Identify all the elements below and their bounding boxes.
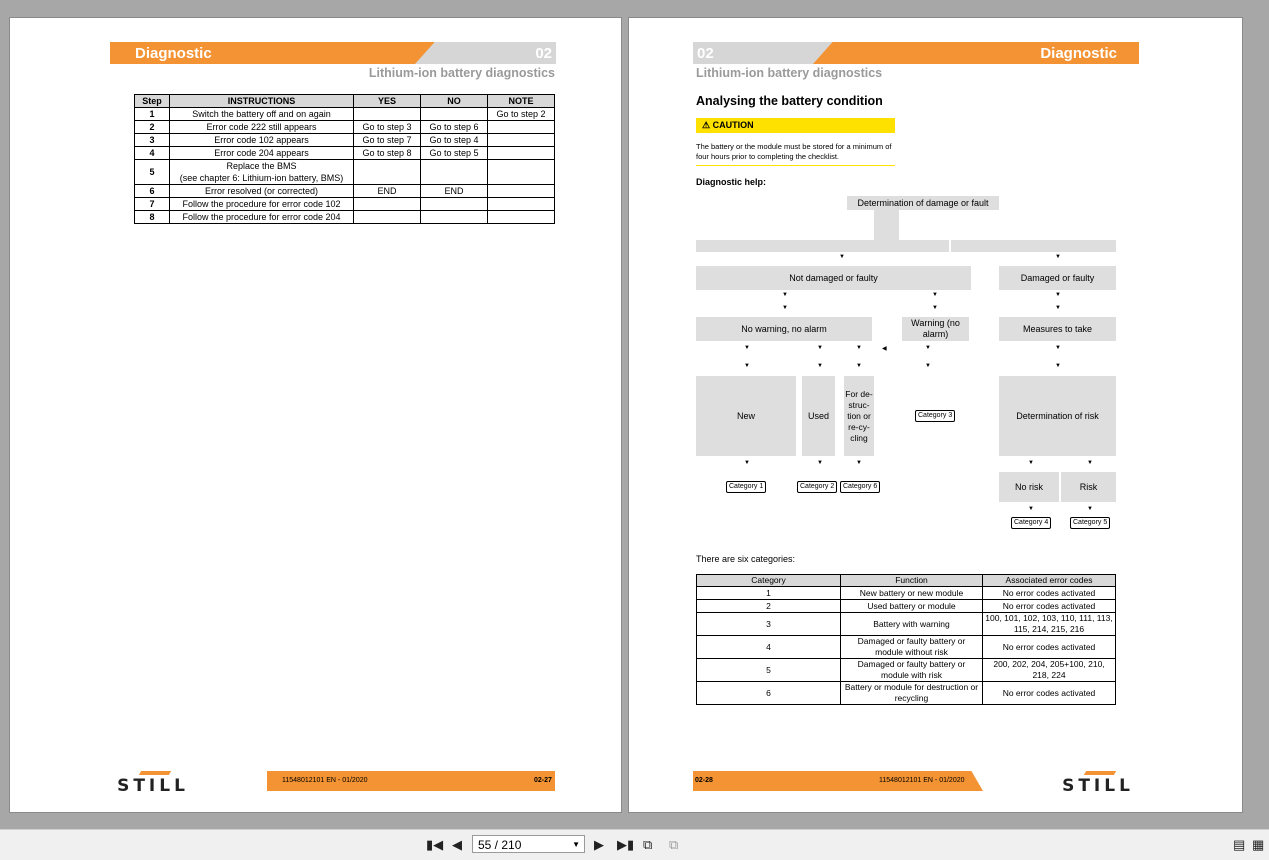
arrow-down-icon: ▼ bbox=[1028, 506, 1034, 512]
table-cell bbox=[488, 185, 555, 198]
flow-risk-box: Risk bbox=[1061, 472, 1116, 502]
chevron-down-icon: ▼ bbox=[572, 840, 580, 849]
table-cell: 6 bbox=[135, 185, 170, 198]
arrow-down-icon: ▼ bbox=[1055, 292, 1061, 298]
table-cell: Damaged or faulty battery or module without risk bbox=[841, 636, 983, 659]
table-cell: 1 bbox=[135, 108, 170, 121]
left-header bbox=[110, 42, 556, 64]
table-cell: 2 bbox=[697, 600, 841, 613]
header-subtitle: Lithium-ion battery diagnostics bbox=[368, 66, 555, 80]
arrow-down-icon: ▼ bbox=[932, 305, 938, 311]
arrow-down-icon: ▼ bbox=[744, 363, 750, 369]
arrow-down-icon: ▼ bbox=[744, 345, 750, 351]
flow-no-risk-box: No risk bbox=[999, 472, 1059, 502]
col-header: Category bbox=[697, 575, 841, 587]
arrow-down-icon: ▼ bbox=[1055, 305, 1061, 311]
header-title: Diagnostic bbox=[1040, 45, 1117, 62]
table-row bbox=[697, 659, 1116, 682]
last-page-icon[interactable]: ▶▮ bbox=[617, 837, 635, 852]
category-2-tag: Category 2 bbox=[797, 481, 837, 493]
table-cell bbox=[354, 160, 421, 185]
arrow-down-icon: ▼ bbox=[839, 254, 845, 260]
logo-stripe bbox=[1084, 771, 1116, 775]
logo-text: STILL bbox=[117, 776, 189, 796]
table-cell bbox=[488, 198, 555, 211]
category-6-tag: Category 6 bbox=[840, 481, 880, 493]
table-cell: 5 bbox=[135, 160, 170, 185]
arrow-down-icon: ▼ bbox=[817, 363, 823, 369]
diagnostic-help-label: Diagnostic help: bbox=[696, 177, 767, 187]
table-header-row bbox=[697, 575, 1116, 587]
caution-text: The battery or the module must be stored for a minimum of four hours prior to completing the checklist. bbox=[696, 142, 892, 161]
table-row bbox=[135, 185, 555, 198]
viewer-toolbar bbox=[0, 829, 1269, 860]
category-5-tag: Category 5 bbox=[1070, 517, 1110, 529]
table-cell: 3 bbox=[135, 134, 170, 147]
flow-connector bbox=[874, 210, 899, 240]
category-3-tag: Category 3 bbox=[915, 410, 955, 422]
arrow-down-icon: ▼ bbox=[1028, 460, 1034, 466]
arrow-down-icon: ▼ bbox=[932, 292, 938, 298]
col-header: NO bbox=[421, 95, 488, 108]
table-cell: No error codes activated bbox=[983, 682, 1116, 705]
flow-root-box: Determination of damage or fault bbox=[847, 196, 999, 210]
arrow-down-icon: ▼ bbox=[856, 460, 862, 466]
arrow-down-icon: ▼ bbox=[856, 345, 862, 351]
table-cell: Go to step 3 bbox=[354, 121, 421, 134]
section-heading: Analysing the battery condition bbox=[696, 94, 883, 108]
steps-table bbox=[134, 94, 555, 224]
single-page-view-icon[interactable]: ▤ bbox=[1233, 837, 1246, 852]
table-row bbox=[135, 198, 555, 211]
table-cell: Switch the battery off and on again bbox=[170, 108, 354, 121]
table-cell: Follow the procedure for error code 102 bbox=[170, 198, 354, 211]
caution-divider bbox=[696, 165, 895, 166]
table-row bbox=[135, 147, 555, 160]
logo-stripe bbox=[139, 771, 171, 775]
footer-doc-number: 11548012101 EN - 01/2020 bbox=[282, 777, 368, 784]
table-row bbox=[697, 600, 1116, 613]
table-cell: Battery or module for destruction or recycling bbox=[841, 682, 983, 705]
go-forward-icon[interactable]: ⧉ bbox=[669, 837, 679, 852]
table-cell bbox=[488, 121, 555, 134]
col-header: Step bbox=[135, 95, 170, 108]
flow-new-box: New bbox=[696, 376, 796, 456]
category-4-tag: Category 4 bbox=[1011, 517, 1051, 529]
right-page bbox=[628, 17, 1243, 813]
previous-page-icon[interactable]: ◀ bbox=[452, 837, 462, 852]
table-cell: 8 bbox=[135, 211, 170, 224]
table-row bbox=[135, 211, 555, 224]
table-cell bbox=[488, 134, 555, 147]
table-cell: Go to step 8 bbox=[354, 147, 421, 160]
table-cell: 4 bbox=[135, 147, 170, 160]
still-logo bbox=[110, 771, 196, 797]
table-cell: Error code 204 appears bbox=[170, 147, 354, 160]
arrow-down-icon: ▼ bbox=[925, 363, 931, 369]
table-cell: END bbox=[354, 185, 421, 198]
table-cell: No error codes activated bbox=[983, 636, 1116, 659]
logo-text: STILL bbox=[1062, 776, 1134, 796]
table-cell: Go to step 2 bbox=[488, 108, 555, 121]
page-display: 55 / 210 bbox=[478, 838, 522, 852]
table-cell bbox=[421, 198, 488, 211]
arrow-left-icon: ◀ bbox=[882, 346, 887, 352]
table-cell: No error codes activated bbox=[983, 587, 1116, 600]
header-title: Diagnostic bbox=[135, 45, 212, 62]
arrow-down-icon: ▼ bbox=[1055, 345, 1061, 351]
table-cell bbox=[421, 108, 488, 121]
table-row bbox=[135, 121, 555, 134]
table-cell: Battery with warning bbox=[841, 613, 983, 636]
table-cell: Replace the BMS (see chapter 6: Lithium-ion battery, BMS) bbox=[170, 160, 354, 185]
col-header: Function bbox=[841, 575, 983, 587]
header-chapter-number: 02 bbox=[535, 45, 552, 62]
table-cell: Error code 102 appears bbox=[170, 134, 354, 147]
arrow-down-icon: ▼ bbox=[817, 460, 823, 466]
table-row bbox=[135, 108, 555, 121]
table-row bbox=[697, 636, 1116, 659]
table-cell: Used battery or module bbox=[841, 600, 983, 613]
table-cell bbox=[488, 211, 555, 224]
table-cell: No error codes activated bbox=[983, 600, 1116, 613]
caution-box bbox=[696, 118, 895, 133]
table-cell bbox=[354, 108, 421, 121]
header-chapter-number: 02 bbox=[697, 45, 714, 62]
col-header: NOTE bbox=[488, 95, 555, 108]
flow-no-warning-box: No warning, no alarm bbox=[696, 317, 872, 341]
flow-connector bbox=[696, 240, 949, 252]
flow-connector bbox=[951, 240, 1116, 252]
page-select[interactable] bbox=[472, 835, 585, 853]
table-cell: END bbox=[421, 185, 488, 198]
right-header bbox=[693, 42, 1139, 64]
flow-destruction-box: For de-struc-tion or re-cy-cling bbox=[844, 376, 874, 456]
table-cell: 5 bbox=[697, 659, 841, 682]
table-cell: Damaged or faulty battery or module with risk bbox=[841, 659, 983, 682]
warning-triangle-icon: ⚠ bbox=[702, 120, 711, 130]
table-cell: 3 bbox=[697, 613, 841, 636]
table-header-row bbox=[135, 95, 555, 108]
footer-page-number: 02-28 bbox=[695, 777, 713, 784]
col-header: INSTRUCTIONS bbox=[170, 95, 354, 108]
flow-not-damaged-box: Not damaged or faulty bbox=[696, 266, 971, 290]
two-page-view-icon[interactable]: ▦ bbox=[1252, 837, 1265, 852]
caution-label: CAUTION bbox=[712, 120, 754, 130]
table-cell: Follow the procedure for error code 204 bbox=[170, 211, 354, 224]
flow-measures-box: Measures to take bbox=[999, 317, 1116, 341]
table-cell: New battery or new module bbox=[841, 587, 983, 600]
first-page-icon[interactable]: ▮◀ bbox=[426, 837, 444, 852]
table-cell: 1 bbox=[697, 587, 841, 600]
flow-used-box: Used bbox=[802, 376, 835, 456]
table-row bbox=[697, 682, 1116, 705]
go-back-icon[interactable]: ⧉ bbox=[643, 837, 653, 852]
next-page-icon[interactable]: ▶ bbox=[594, 837, 604, 852]
categories-table bbox=[696, 574, 1116, 705]
table-cell bbox=[488, 160, 555, 185]
table-row bbox=[697, 613, 1116, 636]
table-cell: Go to step 4 bbox=[421, 134, 488, 147]
table-cell: 100, 101, 102, 103, 110, 111, 113, 115, 214, 215, 216 bbox=[983, 613, 1116, 636]
flow-damaged-box: Damaged or faulty bbox=[999, 266, 1116, 290]
col-header: Associated error codes bbox=[983, 575, 1116, 587]
arrow-down-icon: ▼ bbox=[925, 345, 931, 351]
table-cell bbox=[421, 211, 488, 224]
footer-doc-number: 11548012101 EN - 01/2020 bbox=[879, 777, 965, 784]
table-row bbox=[697, 587, 1116, 600]
arrow-down-icon: ▼ bbox=[1055, 254, 1061, 260]
table-cell: 7 bbox=[135, 198, 170, 211]
table-cell bbox=[421, 160, 488, 185]
table-cell: 200, 202, 204, 205+100, 210, 218, 224 bbox=[983, 659, 1116, 682]
arrow-down-icon: ▼ bbox=[782, 292, 788, 298]
flow-risk-determination-box: Determination of risk bbox=[999, 376, 1116, 456]
table-cell: 4 bbox=[697, 636, 841, 659]
flow-warning-box: Warning (no alarm) bbox=[902, 317, 969, 341]
table-cell: Error code 222 still appears bbox=[170, 121, 354, 134]
category-1-tag: Category 1 bbox=[726, 481, 766, 493]
categories-intro: There are six categories: bbox=[696, 554, 796, 564]
table-cell: Go to step 6 bbox=[421, 121, 488, 134]
arrow-down-icon: ▼ bbox=[817, 345, 823, 351]
arrow-down-icon: ▼ bbox=[744, 460, 750, 466]
arrow-down-icon: ▼ bbox=[856, 363, 862, 369]
table-cell: Go to step 7 bbox=[354, 134, 421, 147]
arrow-down-icon: ▼ bbox=[782, 305, 788, 311]
still-logo bbox=[1055, 771, 1141, 797]
table-cell: Go to step 5 bbox=[421, 147, 488, 160]
arrow-down-icon: ▼ bbox=[1087, 460, 1093, 466]
table-row bbox=[135, 160, 555, 185]
header-grey-band bbox=[693, 42, 833, 64]
table-cell bbox=[354, 211, 421, 224]
header-subtitle: Lithium-ion battery diagnostics bbox=[696, 66, 883, 80]
table-cell bbox=[354, 198, 421, 211]
table-row bbox=[135, 134, 555, 147]
arrow-down-icon: ▼ bbox=[1087, 506, 1093, 512]
footer-page-number: 02-27 bbox=[534, 777, 552, 784]
col-header: YES bbox=[354, 95, 421, 108]
arrow-down-icon: ▼ bbox=[1055, 363, 1061, 369]
table-cell: 2 bbox=[135, 121, 170, 134]
table-cell bbox=[488, 147, 555, 160]
table-cell: Error resolved (or corrected) bbox=[170, 185, 354, 198]
table-cell: 6 bbox=[697, 682, 841, 705]
left-page bbox=[9, 17, 622, 813]
